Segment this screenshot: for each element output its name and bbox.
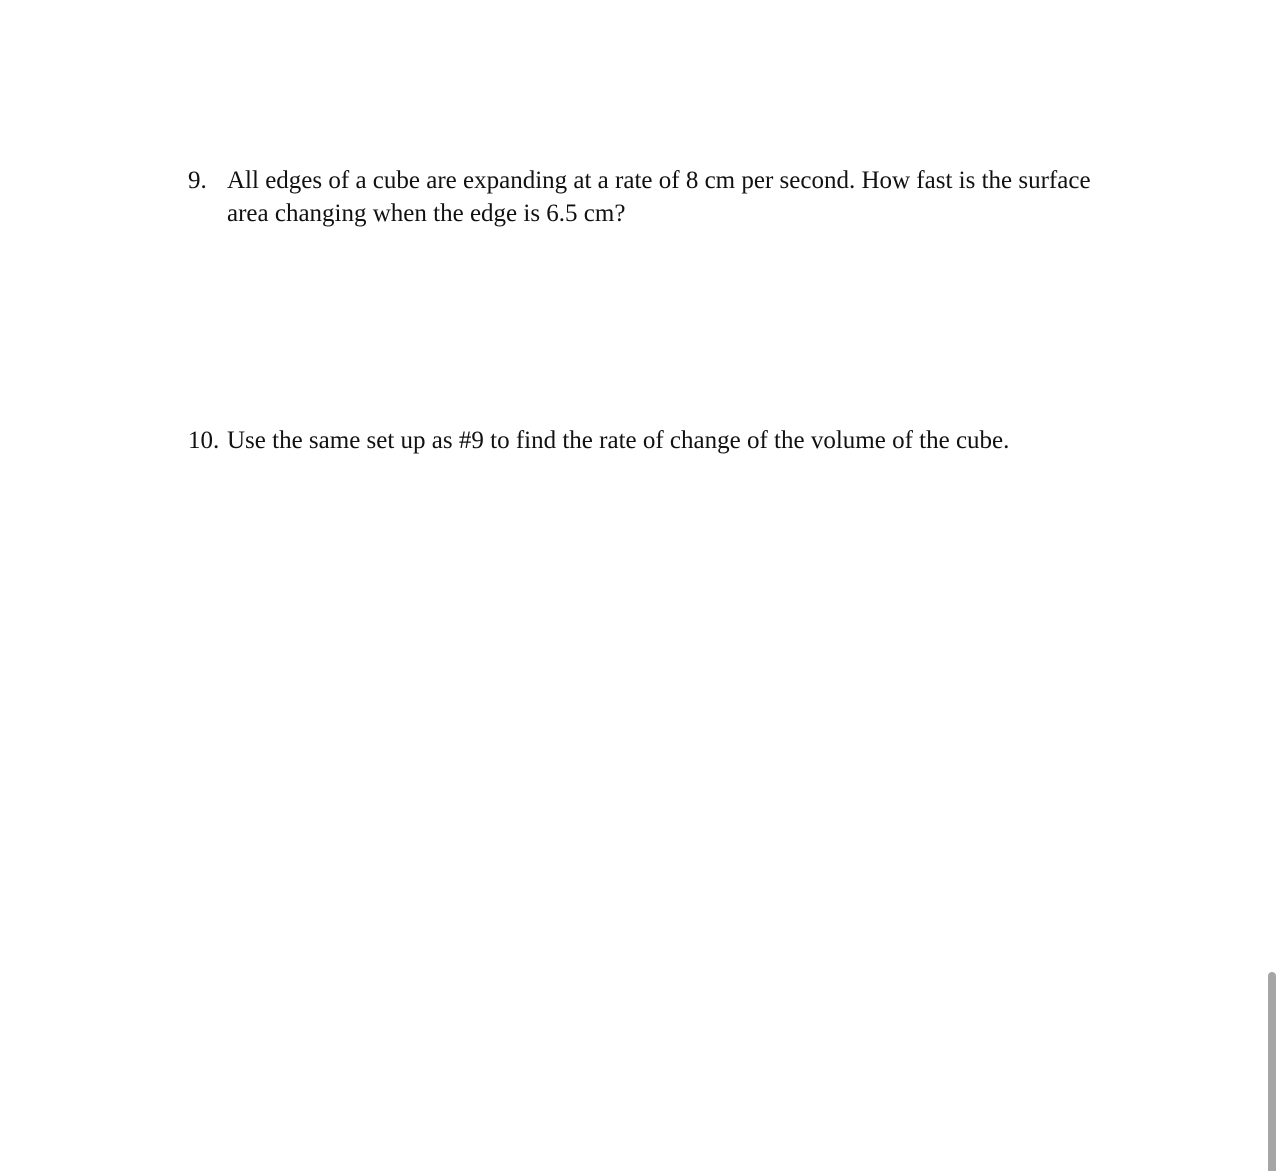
vertical-scrollbar[interactable] (1266, 972, 1276, 1171)
question-10 (188, 424, 1118, 457)
question-text: Use the same set up as #9 to find the rate of change of the volume of the cube. (227, 427, 1010, 454)
question-text: All edges of a cube are expanding at a rate of 8 cm per second. How fast is the surface area changing when the edge is 6.5 cm? (227, 167, 1091, 227)
question-9 (188, 164, 1118, 230)
question-number: 9. (188, 167, 207, 194)
question-number: 10. (188, 427, 220, 454)
scrollbar-thumb[interactable] (1268, 972, 1276, 1171)
